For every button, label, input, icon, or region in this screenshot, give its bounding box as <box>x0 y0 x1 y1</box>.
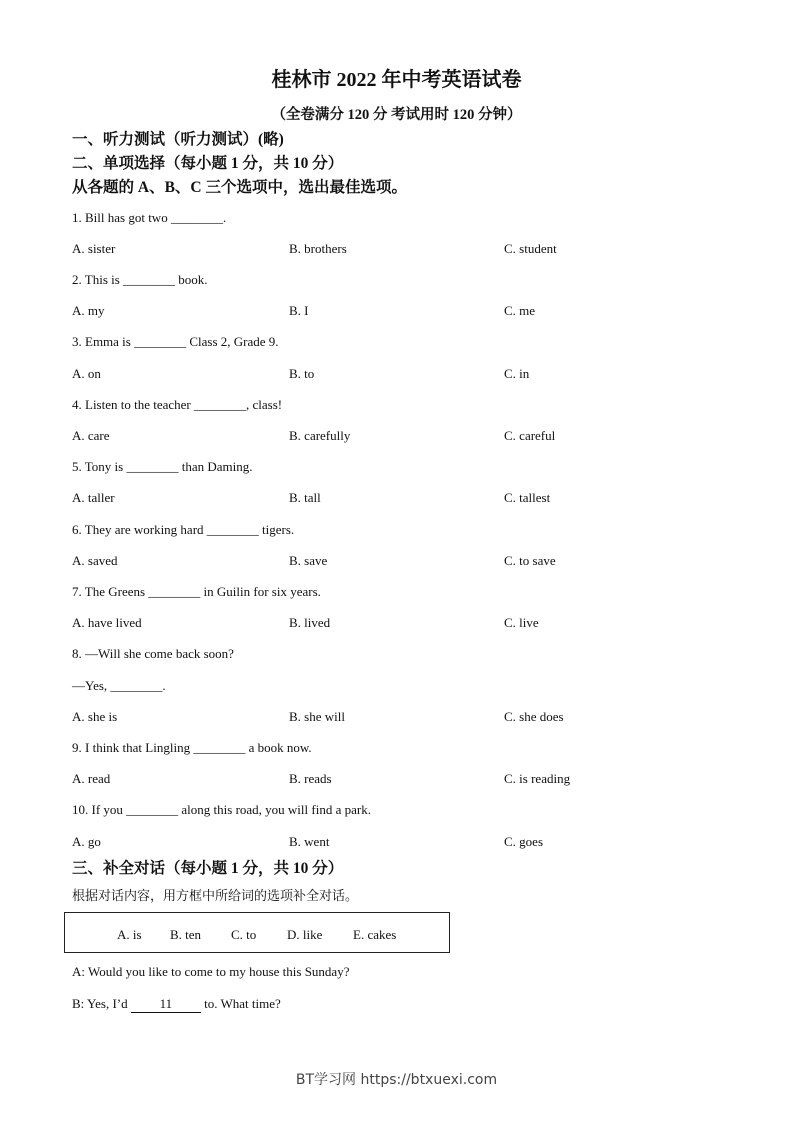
dialogue-line-b <box>72 994 281 1014</box>
option-b: B. to <box>289 366 315 381</box>
option-b: B. I <box>289 303 309 318</box>
question-stem: 7. The Greens ________ in Guilin for six years. <box>72 584 321 599</box>
option-a: A. taller <box>72 490 115 505</box>
option-c: C. careful <box>504 428 556 443</box>
dialogue-line-b-end: to. What time? <box>200 996 281 1011</box>
option-b: B. brothers <box>289 241 347 256</box>
site-watermark: BT学习网 https://btxuexi.com <box>295 1072 498 1088</box>
question-stem: 8. —Will she come back soon? <box>72 646 234 661</box>
option-a: A. care <box>72 428 110 443</box>
option-b: B. lived <box>289 615 331 630</box>
question-stem: 3. Emma is ________ Class 2, Grade 9. <box>72 334 279 349</box>
question-stem: 5. Tony is ________ than Daming. <box>72 459 253 474</box>
word-choice-item: C. to <box>231 927 257 942</box>
option-a: A. go <box>72 834 101 849</box>
word-choice-item: A. is <box>117 927 142 942</box>
option-c: C. is reading <box>504 771 571 786</box>
option-a: A. she is <box>72 709 118 724</box>
option-c: C. student <box>504 241 557 256</box>
section-dialogue-heading: 三、补全对话（每小题 1 分，共 10 分） <box>72 860 344 877</box>
option-b: B. went <box>289 834 330 849</box>
option-b: B. carefully <box>289 428 351 443</box>
option-a: A. sister <box>72 241 116 256</box>
option-c: C. to save <box>504 553 556 568</box>
word-choice-item: E. cakes <box>353 927 397 942</box>
word-choice-item: D. like <box>287 927 323 942</box>
question-stem: 6. They are working hard ________ tigers. <box>72 522 295 537</box>
option-c: C. in <box>504 366 530 381</box>
section-listening-heading: 一、听力测试（听力测试）(略) <box>72 131 284 148</box>
question-stem: 9. I think that Lingling ________ a book now. <box>72 740 312 755</box>
question-stem-reply: —Yes, ________. <box>72 678 166 693</box>
option-b: B. she will <box>289 709 345 724</box>
section-single-choice-instruction: 从各题的 A、B、C 三个选项中，选出最佳选项。 <box>72 179 407 196</box>
section-dialogue-instruction: 根据对话内容，用方框中所给词的选项补全对话。 <box>72 888 359 903</box>
word-choice-box <box>64 912 450 953</box>
option-c: C. she does <box>504 709 564 724</box>
question-stem: 1. Bill has got two ________. <box>72 210 227 225</box>
section-single-choice-heading: 二、单项选择（每小题 1 分，共 10 分） <box>72 155 344 172</box>
option-c: C. tallest <box>504 490 551 505</box>
option-b: B. save <box>289 553 328 568</box>
option-a: A. read <box>72 771 111 786</box>
option-c: C. me <box>504 303 536 318</box>
dialogue-line-b-start: B: Yes, I’d <box>72 996 131 1011</box>
answer-blank[interactable]: 11 <box>131 996 201 1013</box>
option-b: B. reads <box>289 771 332 786</box>
dialogue-line-a: A: Would you like to come to my house this Sunday? <box>72 964 350 979</box>
question-stem: 10. If you ________ along this road, you will find a park. <box>72 802 371 817</box>
option-a: A. my <box>72 303 105 318</box>
option-c: C. live <box>504 615 539 630</box>
option-a: A. saved <box>72 553 118 568</box>
word-choice-item: B. ten <box>170 927 202 942</box>
option-c: C. goes <box>504 834 543 849</box>
question-stem: 2. This is ________ book. <box>72 272 208 287</box>
option-a: A. on <box>72 366 101 381</box>
option-b: B. tall <box>289 490 321 505</box>
exam-title: 桂林市 2022 年中考英语试卷 <box>271 69 522 91</box>
option-a: A. have lived <box>72 615 142 630</box>
exam-subtitle: （全卷满分 120 分 考试用时 120 分钟） <box>271 107 522 123</box>
question-stem: 4. Listen to the teacher ________, class! <box>72 397 283 412</box>
